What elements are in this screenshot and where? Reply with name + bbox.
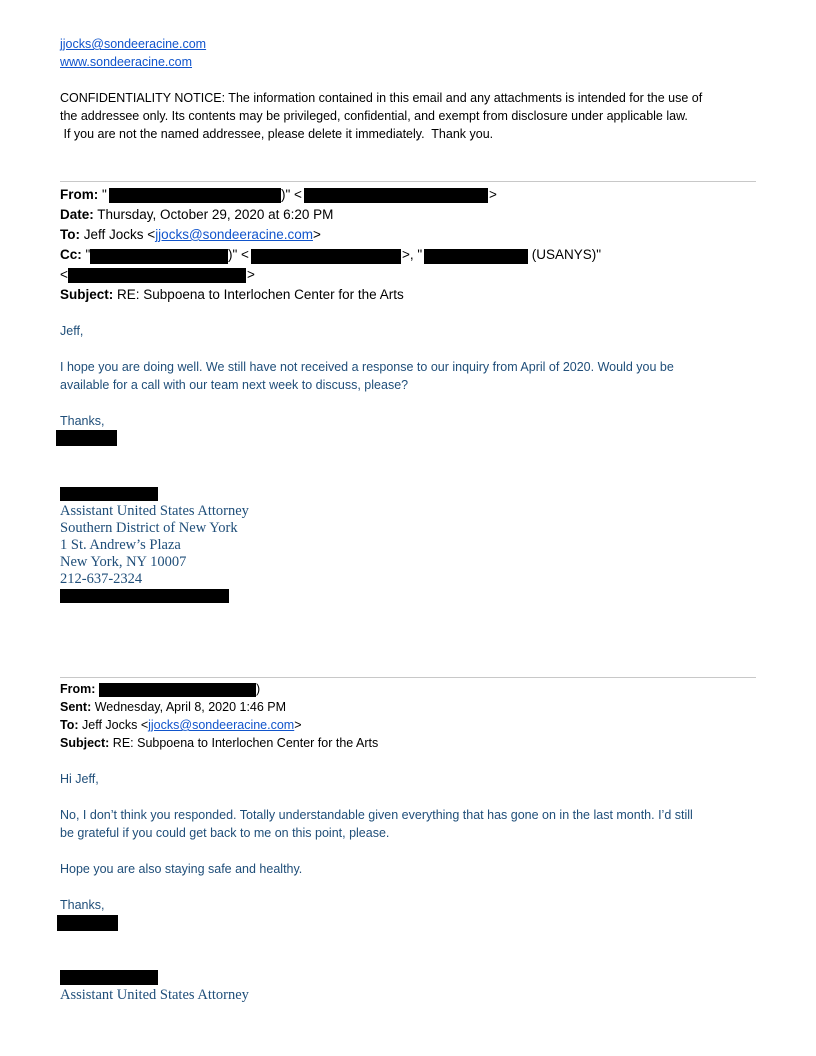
redaction-bar [57,915,118,931]
msg1-sig-title: Assistant United States Attorney [60,503,249,519]
msg2-subject-label: Subject: [60,736,110,750]
redaction-bar [56,430,117,446]
msg2-to-label: To: [60,718,79,732]
msg1-greeting: Jeff, [60,324,84,338]
msg1-from-label: From: [60,187,99,202]
msg1-body-line1: I hope you are doing well. We still have not received a response to our inquiry from April of 2020. Would you be [60,360,674,374]
msg1-date-label: Date: [60,207,94,222]
msg2-signoff: Thanks, [60,898,105,912]
msg1-date-value: Thursday, October 29, 2020 at 6:20 PM [97,207,334,222]
msg1-cc-quote: " [85,247,91,262]
msg1-from-close: > [489,187,497,202]
msg1-to-close: > [312,227,321,242]
msg2-from-row [60,680,95,698]
message-divider [60,677,756,678]
msg1-cc-label: Cc: [60,247,82,262]
msg2-body-line1: No, I don’t think you responded. Totally understandable given everything that has gone on in the last month. I’d still [60,808,693,822]
redaction-bar [109,188,281,203]
msg1-sig-address1: 1 St. Andrew’s Plaza [60,537,181,553]
msg2-from-close: ) [256,682,261,696]
sender-email-link[interactable]: jjocks@sondeeracine.com [60,37,207,51]
msg1-date-row [60,205,333,225]
msg2-sent-value: Wednesday, April 8, 2020 1:46 PM [94,700,287,714]
redaction-bar [99,683,256,697]
msg2-body-line2: be grateful if you could get back to me on this point, please. [60,826,390,840]
redaction-bar [304,188,488,203]
msg2-subject-row [60,734,378,752]
confidentiality-notice-line1: CONFIDENTIALITY NOTICE: The information contained in this email and any attachments is intended for the use of [60,91,703,105]
msg1-to-email-link[interactable]: jjocks@sondeeracine.com [155,227,313,242]
confidentiality-notice-line3: If you are not the named addressee, please delete it immediately. Thank you. [60,127,494,141]
msg1-cc-line2-close: > [247,267,255,282]
msg1-subject-value: RE: Subpoena to Interlochen Center for the Arts [117,287,404,302]
msg2-to-email-link[interactable]: jjocks@sondeeracine.com [148,718,295,732]
msg1-from-sep: )" < [281,187,302,202]
msg1-subject-label: Subject: [60,287,114,302]
msg2-to-close: > [294,718,302,732]
msg1-body-line2: available for a call with our team next week to discuss, please? [60,378,409,392]
redaction-bar [60,970,158,985]
msg2-from-label: From: [60,682,96,696]
msg1-subject-row [60,285,404,305]
redaction-bar [68,268,246,283]
msg1-cc-sep2: >, " [402,247,423,262]
redaction-bar [60,487,158,501]
msg1-cc-suffix: (USANYS)" [528,247,602,262]
redaction-bar [251,249,401,264]
msg1-from-row [60,185,107,205]
msg1-to-label: To: [60,227,80,242]
website-link[interactable]: www.sondeeracine.com [60,55,193,69]
msg1-from-quote: " [102,187,107,202]
msg1-sig-office: Southern District of New York [60,520,238,536]
redaction-bar [90,249,228,264]
msg1-to-row [60,225,321,245]
confidentiality-notice-line2: the addressee only. Its contents may be privileged, confidential, and exempt from disclosure under applicable law. [60,109,688,123]
msg2-sig-title: Assistant United States Attorney [60,987,249,1003]
msg1-cc-sep1: )" < [228,247,249,262]
message-divider [60,181,756,182]
msg2-to-row [60,716,302,734]
msg1-cc-row [60,245,90,265]
redaction-bar [424,249,528,264]
msg2-body-line3: Hope you are also staying safe and healthy. [60,862,303,876]
msg2-sent-row [60,698,286,716]
msg1-sig-phone: 212-637-2324 [60,571,143,587]
msg1-to-name: Jeff Jocks < [83,227,156,242]
msg1-signoff: Thanks, [60,414,105,428]
msg2-greeting: Hi Jeff, [60,772,99,786]
msg1-cc-line2-open: < [60,267,68,282]
msg2-sent-label: Sent: [60,700,92,714]
msg1-sig-address2: New York, NY 10007 [60,554,187,570]
msg2-to-name: Jeff Jocks < [82,718,149,732]
redaction-bar [60,589,229,603]
msg2-subject-value: RE: Subpoena to Interlochen Center for the Arts [112,736,379,750]
